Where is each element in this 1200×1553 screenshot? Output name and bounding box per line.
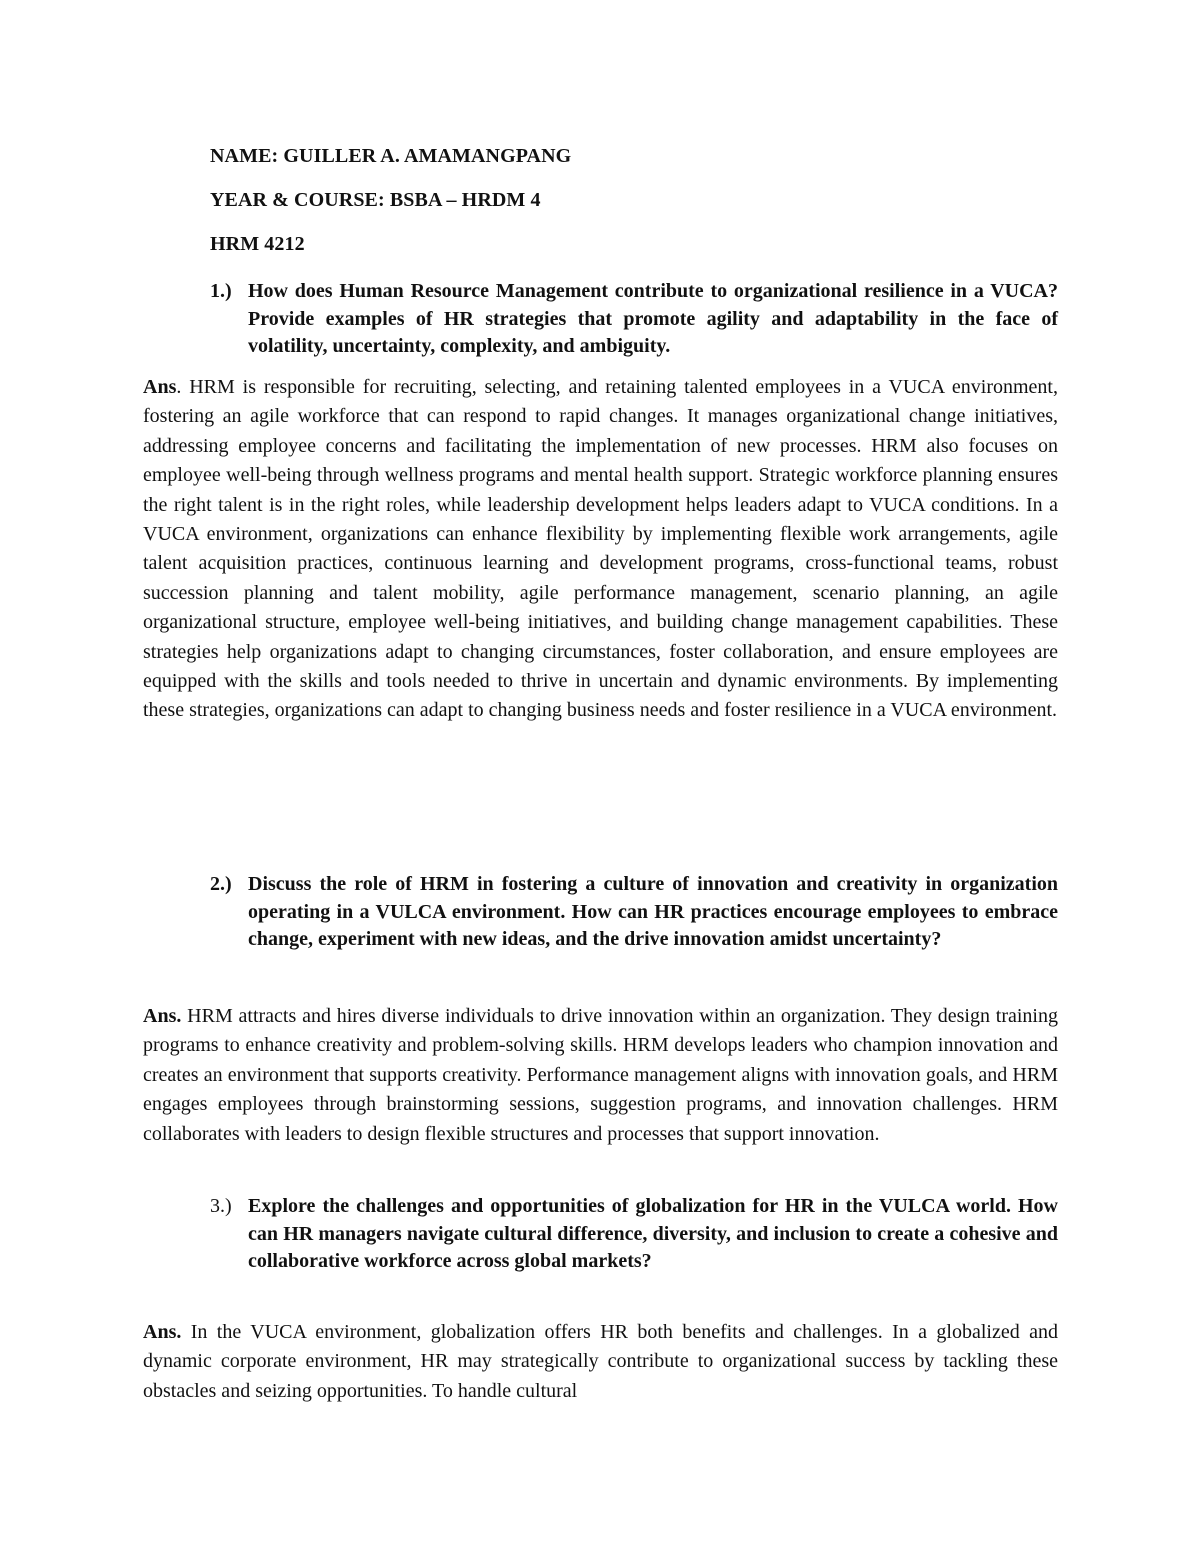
answer-3-label: Ans.: [143, 1321, 182, 1343]
question-2-number: 2.): [210, 873, 232, 895]
answer-2-text: HRM attracts and hires diverse individuals to drive innovation within an organization. They design training programs to enhance creativity and problem-solving skills. HRM develops leaders who champion innovation and creates an environment that supports creativity. Performance management aligns with innovation goals, and HRM engages employees through brainstorming sessions, suggestion programs, and innovation challenges. HRM collaborates with leaders to design flexible structures and processes that support innovation.: [143, 1005, 1058, 1145]
answer-3: [143, 1318, 1058, 1406]
year-course: YEAR & COURSE: BSBA – HRDM 4: [210, 189, 541, 211]
question-3-number: 3.): [210, 1195, 232, 1217]
answer-1: [143, 373, 1058, 726]
question-1: [210, 278, 1058, 361]
answer-2: [143, 1002, 1058, 1149]
answer-1-text: . HRM is responsible for recruiting, selecting, and retaining talented employees in a VUCA environment, fostering an agile workforce that can respond to rapid changes. It manages organizational change initiatives, addressing employee concerns and facilitating the implementation of new processes. HRM also focuses on employee well-being through wellness programs and mental health support. Strategic workforce planning ensures the right talent is in the right roles, while leadership development helps leaders adapt to VUCA conditions. In a VUCA environment, organizations can enhance flexibility by implementing flexible work arrangements, agile talent acquisition practices, continuous learning and development programs, cross-functional teams, robust succession planning and talent mobility, agile performance management, scenario planning, an agile organizational structure, employee well-being initiatives, and building change management capabilities. These strategies help organizations adapt to changing circumstances, foster collaboration, and ensure employees are equipped with the skills and tools needed to thrive in uncertain and dynamic environments. By implementing these strategies, organizations can adapt to changing business needs and foster resilience in a VUCA environment.: [143, 376, 1058, 722]
question-3: [210, 1193, 1058, 1276]
question-1-number: 1.): [210, 280, 232, 302]
question-2: [210, 871, 1058, 954]
question-3-text: Explore the challenges and opportunities of globalization for HR in the VULCA world. How can HR managers navigate cultural difference, diversity, and inclusion to create a cohesive and collaborative workforce across global markets?: [248, 1195, 1058, 1272]
student-name: NAME: GUILLER A. AMAMANGPANG: [210, 145, 572, 167]
question-1-text: How does Human Resource Management contribute to organizational resilience in a VUCA? Provide examples of HR strategies that promote agility and adaptability in the face of volatility, uncertainty, complexity, and ambiguity.: [248, 280, 1058, 357]
question-2-text: Discuss the role of HRM in fostering a culture of innovation and creativity in organization operating in a VULCA environment. How can HR practices encourage employees to embrace change, experiment with new ideas, and the drive innovation amidst uncertainty?: [248, 873, 1058, 950]
answer-1-label: Ans: [143, 376, 177, 398]
subject-code: HRM 4212: [210, 233, 305, 255]
answer-3-text: In the VUCA environment, globalization offers HR both benefits and challenges. In a globalized and dynamic corporate environment, HR may strategically contribute to organizational success by tackling these obstacles and seizing opportunities. To handle cultural: [143, 1321, 1058, 1402]
answer-2-label: Ans.: [143, 1005, 182, 1027]
